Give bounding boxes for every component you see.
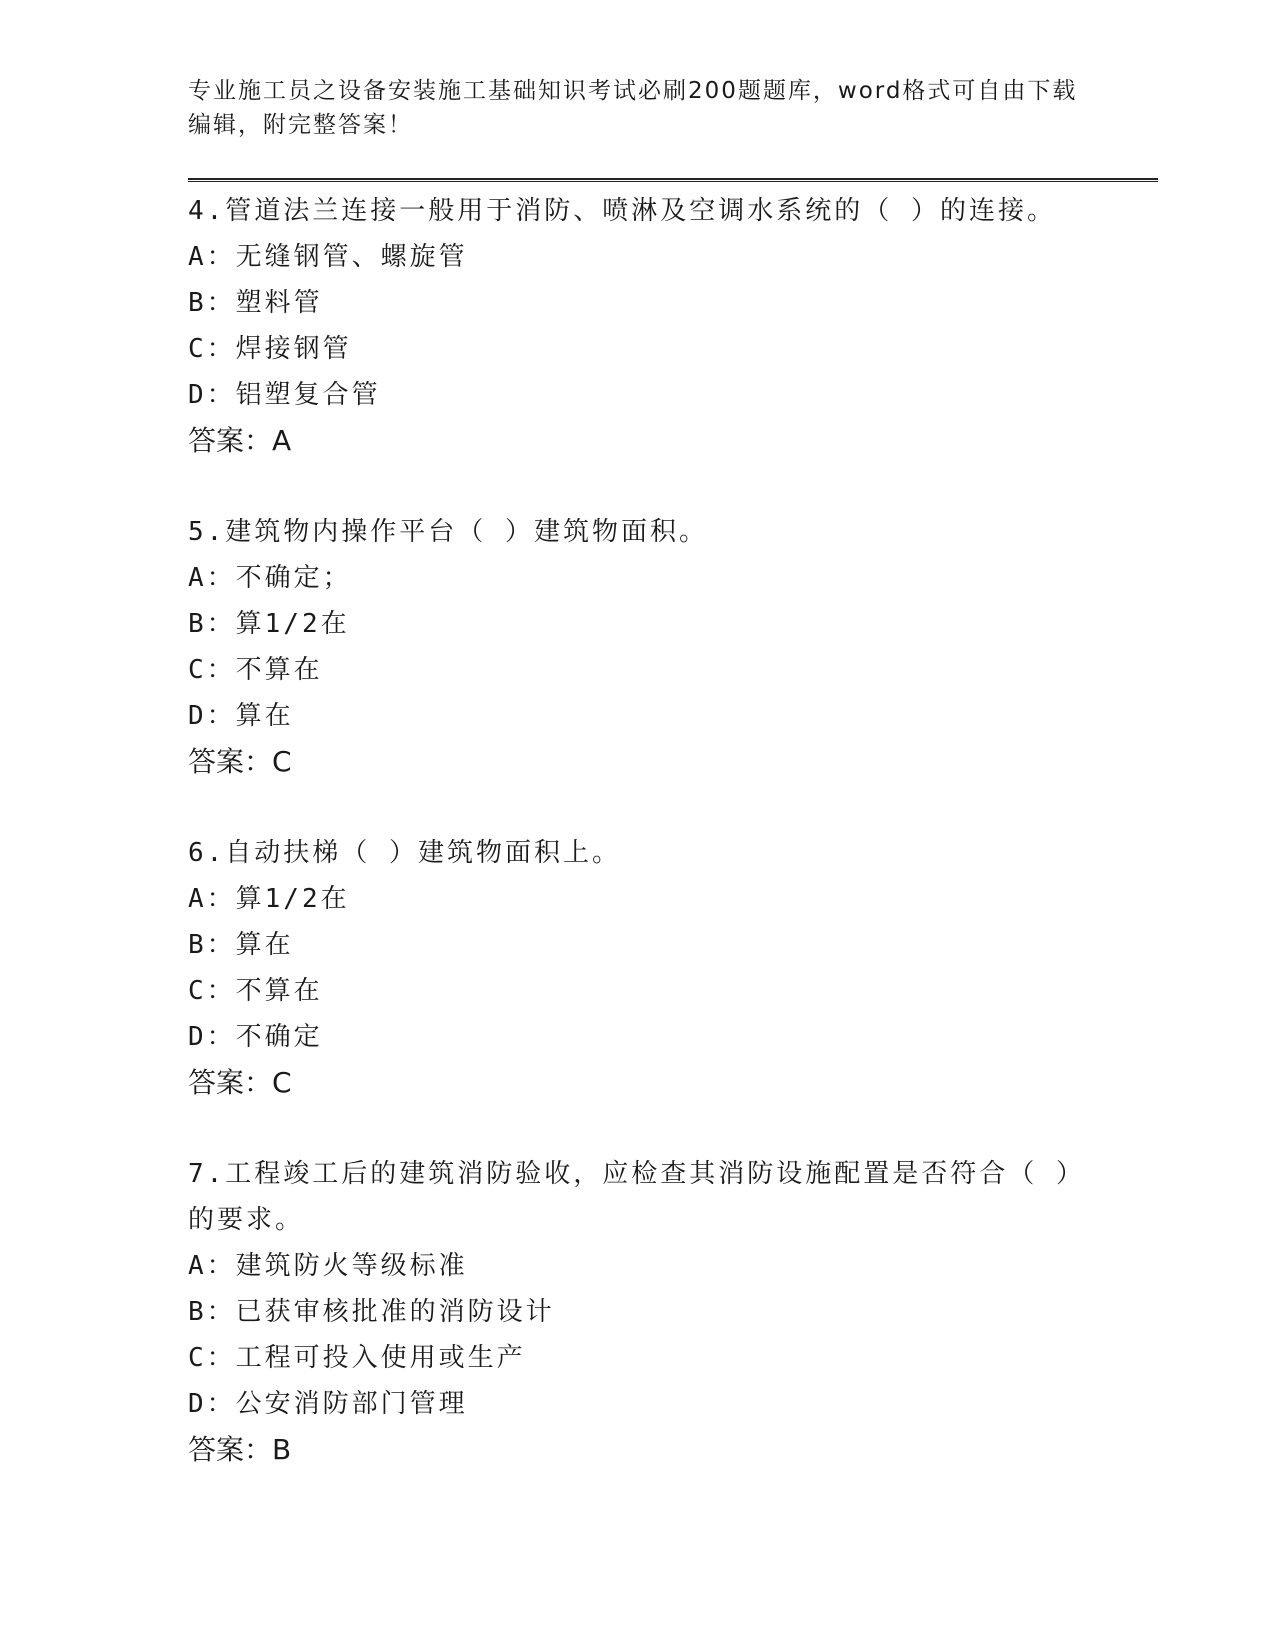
question-stem: 7.工程竣工后的建筑消防验收，应检查其消防设施配置是否符合（ ）的要求。: [188, 1159, 1085, 1235]
header-title-line1: 专业施工员之设备安装施工基础知识考试必刷200题题库，word格式可自由下载: [188, 78, 1078, 104]
answer: 答案：C: [188, 745, 292, 778]
option-c: C：工程可投入使用或生产: [188, 1343, 526, 1373]
question-stem: 5.建筑物内操作平台（ ）建筑物面积。: [188, 517, 708, 547]
option-d: D：不确定: [188, 1022, 323, 1052]
question-4: [188, 188, 1088, 464]
option-c: C：不算在: [188, 976, 323, 1006]
option-a: A：建筑防火等级标准: [188, 1251, 468, 1281]
header-divider: [188, 178, 1158, 182]
question-stem: 6.自动扶梯（ ）建筑物面积上。: [188, 838, 621, 868]
option-b: B：算在: [188, 930, 294, 960]
question-6: [188, 830, 1088, 1106]
option-b: B：已获审核批准的消防设计: [188, 1297, 555, 1327]
option-c: C：焊接钢管: [188, 334, 352, 364]
answer: 答案：A: [188, 424, 292, 457]
option-a: A：不确定；: [188, 563, 352, 593]
question-list: [188, 188, 1088, 1518]
answer: 答案：C: [188, 1066, 292, 1099]
option-a: A：算1/2在: [188, 884, 350, 914]
option-a: A：无缝钢管、螺旋管: [188, 242, 468, 272]
option-d: D：铝塑复合管: [188, 380, 381, 410]
question-5: [188, 509, 1088, 785]
header-title-line2: 编辑，附完整答案！: [188, 112, 413, 138]
option-c: C：不算在: [188, 655, 323, 685]
answer: 答案：B: [188, 1433, 292, 1466]
question-7: [188, 1151, 1088, 1473]
option-b: B：塑料管: [188, 288, 323, 318]
document-header: [188, 74, 1088, 142]
option-d: D：公安消防部门管理: [188, 1389, 468, 1419]
option-d: D：算在: [188, 701, 294, 731]
option-b: B：算1/2在: [188, 609, 350, 639]
question-stem: 4.管道法兰连接一般用于消防、喷淋及空调水系统的（ ）的连接。: [188, 196, 1056, 226]
